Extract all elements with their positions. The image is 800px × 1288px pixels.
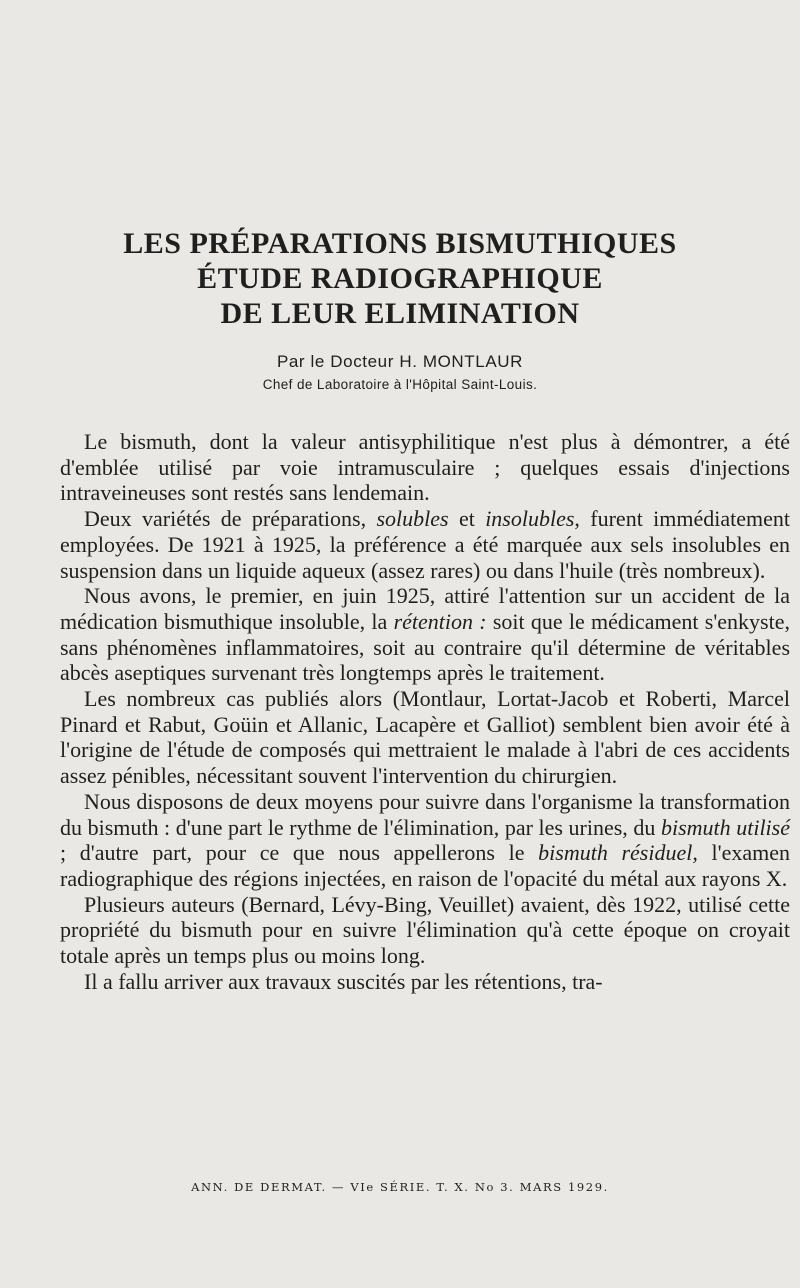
paragraph-2-text-b: et	[448, 506, 486, 532]
paragraph-2-text-a: Deux variétés de préparations,	[84, 506, 377, 532]
paragraph-2-italic-insolubles: insolubles	[485, 506, 575, 532]
paragraph-2	[60, 506, 790, 583]
author-affiliation: Chef de Laboratoire à l'Hôpital Saint-Louis.	[262, 377, 538, 392]
paragraph-5-text-b: ; d'autre part, pour ce que nous appellerons le	[60, 840, 539, 866]
paragraph-7: Il a fallu arriver aux travaux suscités par les rétentions, tra-	[84, 968, 603, 994]
paragraph-5-text-c: l'examen radiographique des régions injectées, en raison de l'opacité du métal aux rayons X.	[60, 840, 790, 891]
paragraph-6: Plusieurs auteurs (Bernard, Lévy-Bing, Veuillet) avaient, dès 1922, utilisé cette propriété du bismuth pour en suivre l'élimination qu'à cette époque on croyait totale après un temps plus ou moins long.	[60, 891, 790, 969]
paragraph-5-italic-bismuth-residuel: bismuth résiduel,	[538, 840, 698, 866]
paragraph-4: Les nombreux cas publiés alors (Montlaur, Lortat-Jacob et Roberti, Marcel Pinard et Rabut, Goüin et Allanic, Lacapère et Galliot) semblent bien avoir été à l'origine de l'étude de composés qui mettraient le malade à l'abri de ces accidents assez pénibles, nécessitant souvent l'intervention du chirurgien.	[60, 686, 790, 789]
paragraph-5-italic-bismuth-utilise: bismuth utilisé	[660, 814, 790, 840]
paragraph-2-italic-solubles: solubles	[376, 506, 449, 532]
paragraph-1: Le bismuth, dont la valeur antisyphilitique n'est plus à démontrer, a été d'emblée utilisé par voie intramusculaire ; quelques essais d'injections intraveineuses sont restés sans lendemain.	[60, 429, 790, 506]
article-title-line-1: LES PRÉPARATIONS BISMUTHIQUES	[123, 227, 677, 260]
article-body	[60, 429, 790, 994]
paragraph-3-italic-retention: rétention :	[393, 608, 487, 634]
paragraph-3	[60, 583, 790, 686]
paragraph-2-text-c: , furent immédiatement employées. De 1921 à 1925, la préférence a été marquée aux sels insolubles en suspension dans un liquide aqueux (assez rares) ou dans l'huile (très nombreux).	[60, 506, 790, 583]
paragraph-3-text-a: Nous avons, le premier, en juin 1925, attiré l'attention sur un accident de la médication bismuthique insoluble, la	[60, 583, 790, 634]
paragraph-5-text-a: Nous disposons de deux moyens pour suivre dans l'organisme la transformation du bismuth : d'une part le rythme de l'élimination, par les urines, du	[60, 788, 790, 840]
paragraph-3-text-b: soit que le médicament s'enkyste, sans phénomènes inflammatoires, soit au contraire qu'il détermine de véritables abcès aseptiques survenant très longtemps après le traitement.	[60, 608, 790, 686]
article-title-line-2: ÉTUDE RADIOGRAPHIQUE	[197, 262, 603, 295]
journal-citation-footer: ANN. DE DERMAT. — VIe SÉRIE. T. X. No 3. MARS 1929.	[191, 1180, 609, 1194]
paragraph-5	[60, 789, 790, 892]
author-line: Par le Docteur H. MONTLAUR	[276, 352, 524, 371]
article-title-line-3: DE LEUR ELIMINATION	[220, 297, 580, 330]
